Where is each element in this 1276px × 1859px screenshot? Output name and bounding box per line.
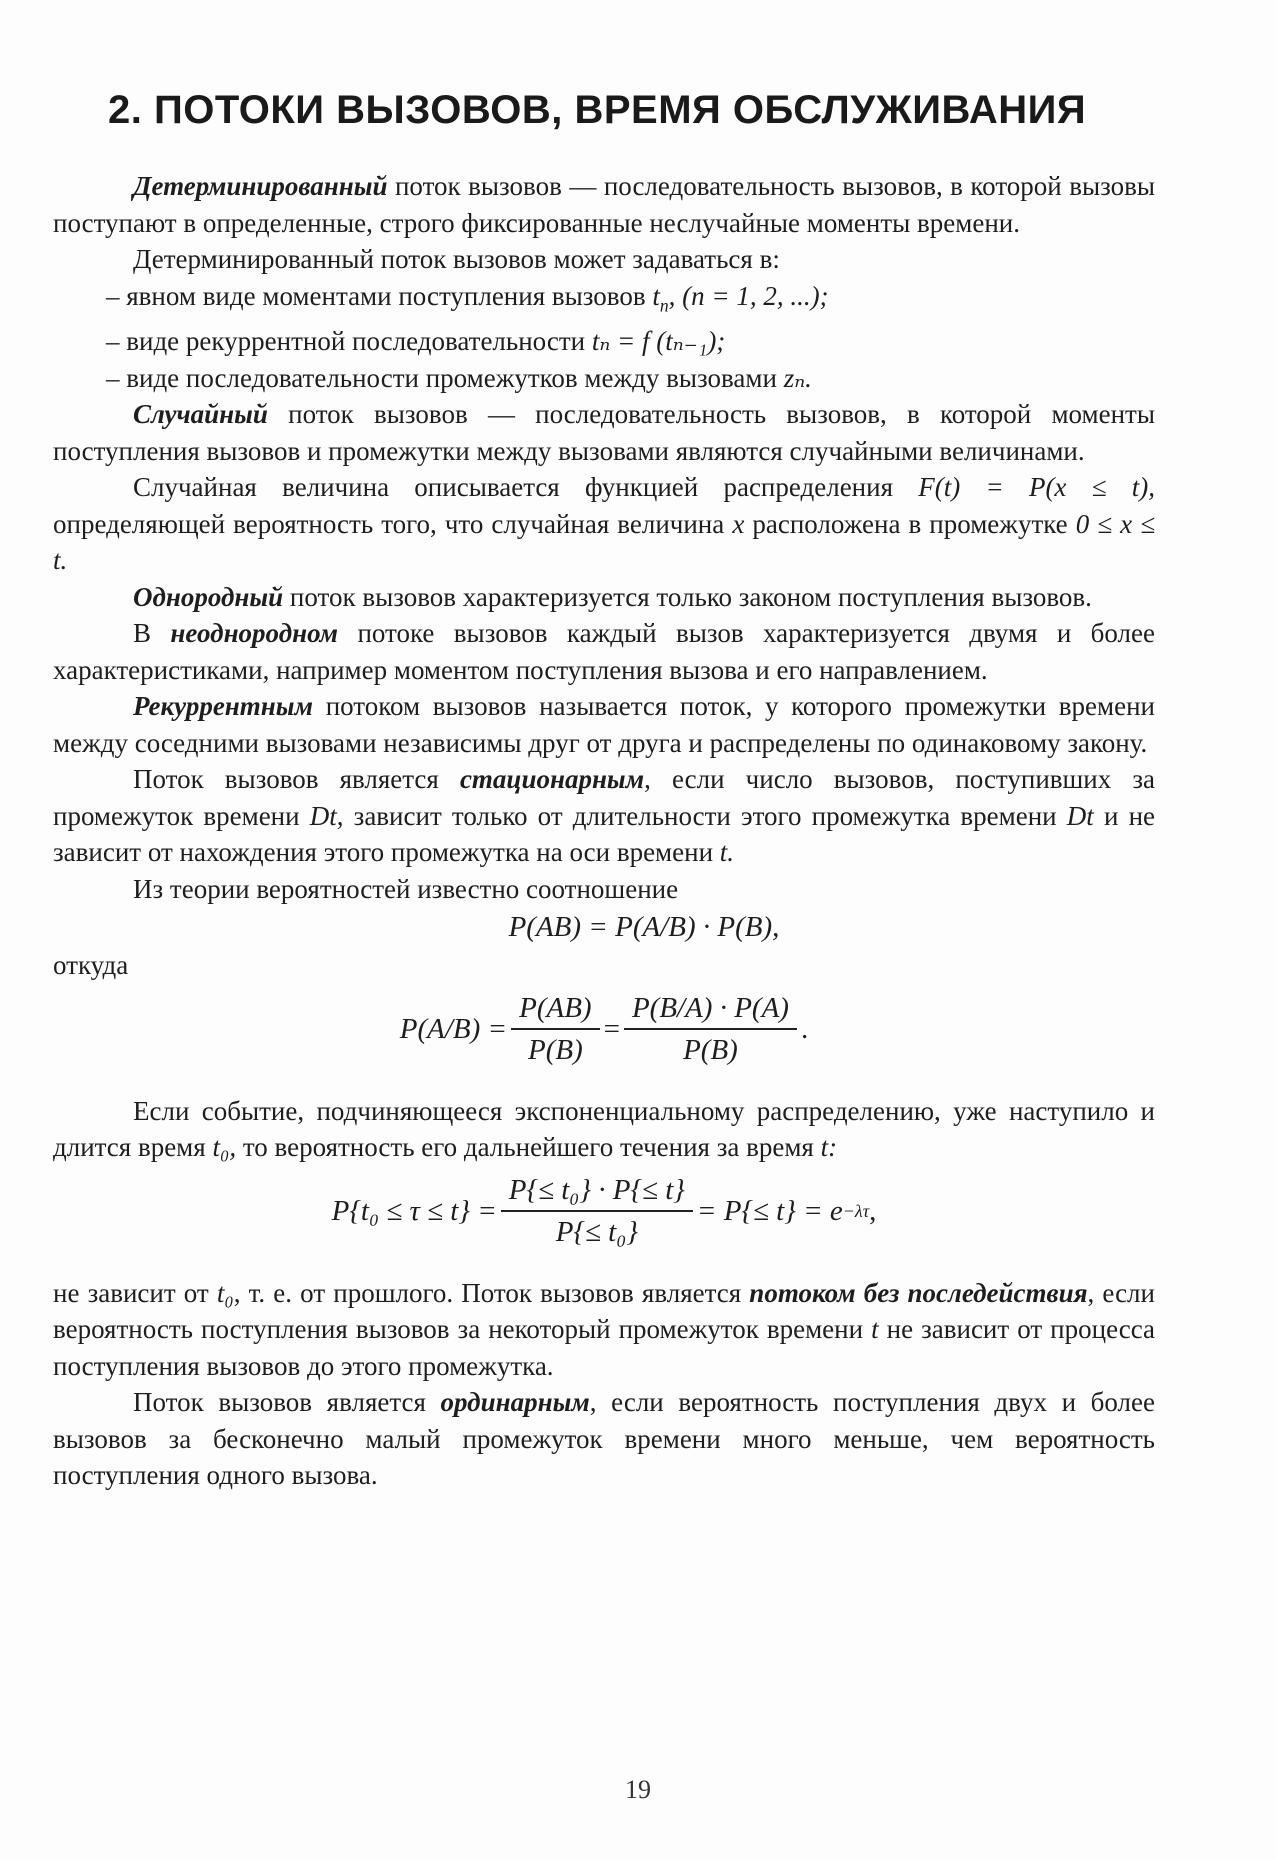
paragraph-recurrent: [53, 688, 1155, 761]
var-dt: Dt: [309, 800, 337, 831]
fraction-1: [511, 990, 599, 1069]
list-item-suffix: , (n = 1, 2, ...);: [668, 280, 829, 311]
formula-bayes-product: P(AB) = P(A/B) · P(B),: [508, 911, 780, 944]
expr-zn: zₙ.: [783, 362, 812, 393]
paragraph-homogeneous: [53, 579, 1155, 616]
fraction-numerator: P(AB): [511, 990, 599, 1031]
paragraph-text: поток вызовов характеризуется только законом поступления вызовов.: [283, 581, 1092, 612]
list-item-intervals: [53, 360, 1155, 397]
var-t: t:: [820, 1132, 838, 1163]
fraction-2: [624, 990, 797, 1069]
paragraph-text: расположена в промежутке: [744, 508, 1076, 539]
list-item-text: – виде рекуррентной последовательности: [106, 326, 592, 357]
var-t: t: [871, 1314, 879, 1345]
paragraph-stationary: [53, 761, 1155, 871]
paragraph-text: поток вызовов — последовательность вызовов, в которой вызовы поступают в определенные, строго фиксированные неслучайные моменты времени.: [53, 171, 1155, 238]
term-homogeneous: Однородный: [133, 581, 284, 612]
fraction-denominator: P(B): [683, 1034, 738, 1067]
paragraph-text: поток вызовов — последовательность вызовов, в которой моменты поступления вызовов и промежутки между вызовами являются случайными величинами.: [53, 399, 1155, 466]
paragraph-text: Случайная величина описывается функцией распределения: [133, 472, 919, 503]
section-title: 2. ПОТОКИ ВЫЗОВОВ, ВРЕМЯ ОБСЛУЖИВАНИЯ: [108, 88, 1087, 132]
var-x: x: [732, 508, 745, 539]
formula-period: .: [800, 1013, 809, 1046]
var-t: t: [652, 280, 660, 311]
fraction-denominator: P(B): [527, 1034, 583, 1067]
paragraph-random: [53, 396, 1155, 469]
list-item-text: – виде последовательности промежутков между вызовами: [106, 362, 784, 393]
paragraph-deterministic-forms: Детерминированный поток вызовов может задаваться в:: [133, 244, 780, 274]
paragraph-text: В: [133, 618, 171, 649]
var-t0: t₀,: [212, 1132, 237, 1163]
term-ordinary: ординарным: [440, 1387, 590, 1418]
formula-comma: ,: [869, 1195, 877, 1228]
paragraph-probability-theory: Из теории вероятностей известно соотношение: [133, 873, 679, 904]
term-no-aftereffect: потоком без последействия: [749, 1277, 1088, 1308]
paragraph-no-aftereffect: [53, 1275, 1155, 1385]
equals-sign: =: [603, 1013, 620, 1046]
paragraph-text: и не зависит от нахождения этого промежутка на оси времени: [53, 800, 1155, 868]
var-t: t.: [719, 837, 735, 868]
term-heterogeneous: неоднородном: [170, 618, 339, 649]
subscript-n: n: [659, 294, 669, 315]
fraction-memoryless: [501, 1172, 693, 1251]
term-stationary: стационарным: [459, 764, 645, 795]
paragraph-ordinary: [53, 1384, 1155, 1494]
exponent: −λτ: [842, 1201, 870, 1222]
list-item-recurrent: [53, 323, 1155, 360]
paragraph-text: Поток вызовов является: [133, 1387, 441, 1418]
paragraph-text: , зависит только от длительности этого промежутка времени: [336, 800, 1067, 831]
formula-lhs: P(A/B) =: [399, 1013, 508, 1046]
word-whence: откуда: [53, 950, 129, 981]
formula-memoryless: [53, 1172, 1155, 1251]
paragraph-text: , если число вызовов, поступивших за промежуток времени: [53, 764, 1156, 831]
fraction-numerator: P(B/A) · P(A): [624, 990, 797, 1031]
list-item-explicit: [53, 278, 1155, 324]
paragraph-text: то вероятность его дальнейшего течения за время: [236, 1132, 821, 1163]
term-random: Случайный: [133, 399, 268, 430]
var-dt: Dt: [1066, 800, 1094, 831]
paragraph-text: Если событие, подчиняющееся экспоненциальному распределению, уже наступило и длится время: [53, 1095, 1155, 1163]
fraction-numerator: P{≤ t₀} · P{≤ t}: [501, 1172, 693, 1213]
paragraph-text: не зависит от процесса поступления вызовов до этого промежутка.: [53, 1314, 1156, 1381]
term-recurrent: Рекуррентным: [133, 691, 314, 722]
paragraph-deterministic: [53, 168, 1155, 241]
paragraph-text: , т. е. от прошлого. Поток вызовов является: [233, 1277, 750, 1308]
paragraph-distribution: [53, 469, 1155, 579]
page-number: 19: [625, 1775, 651, 1804]
paragraph-text: потоком вызовов называется поток, у которого промежутки времени между соседними вызовами независимы друг от друга и распределены по одинаковому закону.: [53, 691, 1155, 758]
body-text: [53, 168, 1155, 1494]
expr-cdf: F(t) = P(x ≤ t),: [918, 472, 1155, 503]
fraction-denominator: P{≤ t₀}: [555, 1216, 638, 1249]
paragraph-text: Поток вызовов является: [133, 764, 460, 795]
paragraph-text: не зависит от: [53, 1277, 217, 1308]
formula-rhs: = P{≤ t} = e: [696, 1195, 843, 1228]
term-deterministic: Детерминированный: [133, 171, 388, 201]
formula-conditional: [53, 990, 1155, 1069]
paragraph-text: , если вероятность поступления вызовов за некоторый промежуток времени: [53, 1277, 1155, 1345]
paragraph-text: определяющей вероятность того, что случайная величина: [53, 508, 733, 539]
expr-recurrence: tₙ = f (tₙ₋₁);: [591, 326, 726, 357]
paragraph-heterogeneous: [53, 615, 1155, 688]
formula-lhs: P{t₀ ≤ τ ≤ t} =: [331, 1195, 497, 1228]
list-item-text: – явном виде моментами поступления вызовов: [106, 280, 653, 311]
paragraph-text: , если вероятность поступления двух и более вызовов за бесконечно малый промежуток времени много меньше, чем вероятность поступления одного вызова.: [53, 1387, 1155, 1491]
var-t0: t₀: [216, 1277, 234, 1308]
paragraph-exponential: [53, 1093, 1155, 1166]
paragraph-text: потоке вызовов каждый вызов характеризуется двумя и более характеристиками, например моментом поступления вызова и его направлением.: [53, 618, 1156, 685]
expr-interval: 0 ≤ x ≤ t.: [53, 508, 1156, 576]
